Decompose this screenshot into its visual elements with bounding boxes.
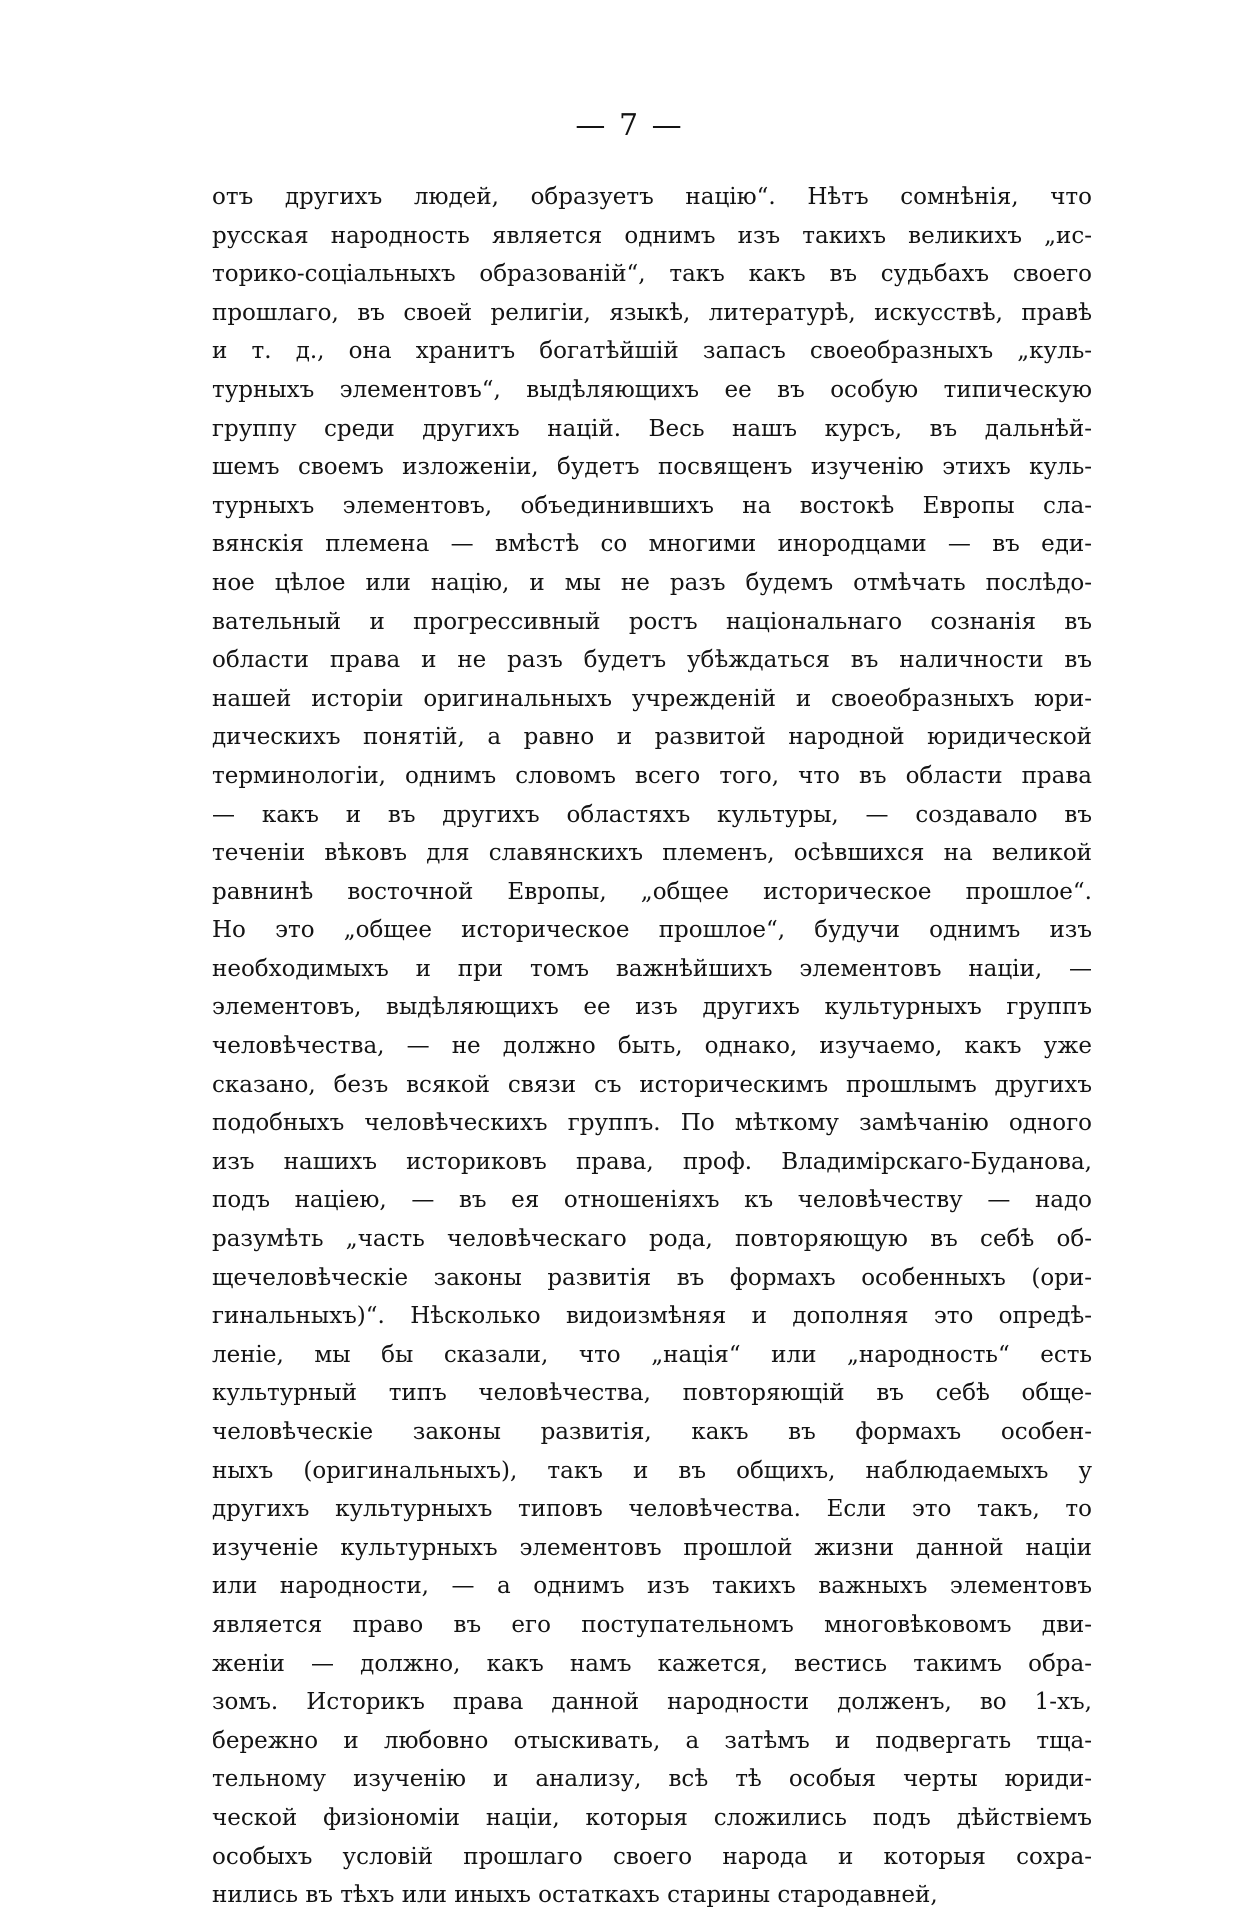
text-line: турныхъ элементовъ“, выдѣляющихъ ее въ особую типическую xyxy=(212,376,1092,403)
text-line: ныхъ (оригинальныхъ), такъ и въ общихъ, наблюдаемыхъ у xyxy=(212,1457,1092,1484)
text-line: области права и не разъ будетъ убѣждаться въ наличности въ xyxy=(212,647,1092,674)
text-line: ное цѣлое или націю, и мы не разъ будемъ отмѣчать послѣдо- xyxy=(212,569,1092,596)
text-line: русская народность является однимъ изъ такихъ великихъ „ис- xyxy=(212,222,1092,249)
text-line: теченіи вѣковъ для славянскихъ племенъ, осѣвшихся на великой xyxy=(212,840,1092,867)
text-line: прошлаго, въ своей религіи, языкѣ, литературѣ, искусствѣ, правѣ xyxy=(212,299,1092,326)
text-line: разумѣть „часть человѣческаго рода, повторяющую въ себѣ об- xyxy=(212,1226,1092,1253)
text-line: леніе, мы бы сказали, что „нація“ или „народность“ есть xyxy=(212,1341,1092,1368)
text-line: вянскія племена — вмѣстѣ со многими инородцами — въ еди- xyxy=(212,531,1092,558)
text-line: — какъ и въ другихъ областяхъ культуры, — создавало въ xyxy=(212,801,1092,828)
text-line: дическихъ понятій, а равно и развитой народной юридической xyxy=(212,724,1092,751)
text-line: тельному изученію и анализу, всѣ тѣ особыя черты юриди- xyxy=(212,1766,1092,1793)
text-line: особыхъ условій прошлаго своего народа и которыя сохра- xyxy=(212,1843,1092,1870)
page-number: — 7 — xyxy=(575,108,684,143)
text-line: человѣчества, — не должно быть, однако, изучаемо, какъ уже xyxy=(212,1033,1092,1060)
text-line: нашей исторіи оригинальныхъ учрежденій и своеобразныхъ юри- xyxy=(212,685,1092,712)
text-line: является право въ его поступательномъ многовѣковомъ дви- xyxy=(212,1611,1092,1638)
text-line: необходимыхъ и при томъ важнѣйшихъ элементовъ націи, — xyxy=(212,955,1092,982)
text-line: терминологіи, однимъ словомъ всего того, что въ области права xyxy=(212,762,1092,789)
text-line: турныхъ элементовъ, объединившихъ на востокѣ Европы сла- xyxy=(212,492,1092,519)
text-line: вательный и прогрессивный ростъ національнаго сознанія въ xyxy=(212,608,1092,635)
text-line: нились въ тѣхъ или иныхъ остаткахъ старины стародавней, xyxy=(212,1882,938,1909)
text-line: шемъ своемъ изложеніи, будетъ посвященъ изученію этихъ куль- xyxy=(212,454,1092,481)
text-line: культурный типъ человѣчества, повторяющій въ себѣ обще- xyxy=(212,1380,1092,1407)
text-line: женіи — должно, какъ намъ кажется, вестись такимъ обра- xyxy=(212,1650,1092,1677)
body-text xyxy=(212,178,1092,1915)
text-line: изученіе культурныхъ элементовъ прошлой жизни данной націи xyxy=(212,1534,1092,1561)
text-line: человѣческіе законы развитія, какъ въ формахъ особен- xyxy=(212,1419,1092,1445)
text-line: торико-соціальныхъ образованій“, такъ какъ въ судьбахъ своего xyxy=(212,261,1092,288)
text-line: отъ другихъ людей, образуетъ націю“. Нѣтъ сомнѣнія, что xyxy=(212,184,1092,210)
text-line: Но это „общее историческое прошлое“, будучи однимъ изъ xyxy=(212,917,1092,944)
text-line: другихъ культурныхъ типовъ человѣчества. Если это такъ, то xyxy=(212,1496,1092,1523)
text-line: подъ націею, — въ ея отношеніяхъ къ человѣчеству — надо xyxy=(212,1187,1092,1214)
text-line: ческой физіономіи націи, которыя сложились подъ дѣйствіемъ xyxy=(212,1804,1092,1831)
text-line: и т. д., она хранитъ богатѣйшій запасъ своеобразныхъ „куль- xyxy=(212,338,1092,365)
text-line: элементовъ, выдѣляющихъ ее изъ другихъ культурныхъ группъ xyxy=(212,994,1092,1021)
text-line: сказано, безъ всякой связи съ историческимъ прошлымъ другихъ xyxy=(212,1071,1092,1098)
text-line: изъ нашихъ историковъ права, проф. Владимірскаго-Буданова, xyxy=(212,1148,1092,1175)
text-line: группу среди другихъ націй. Весь нашъ курсъ, въ дальнѣй- xyxy=(212,415,1092,442)
text-line: равнинѣ восточной Европы, „общее историческое прошлое“. xyxy=(212,878,1092,905)
text-line: гинальныхъ)“. Нѣсколько видоизмѣняя и дополняя это опредѣ- xyxy=(212,1303,1092,1330)
text-line: подобныхъ человѣческихъ группъ. По мѣткому замѣчанію одного xyxy=(212,1110,1092,1137)
text-line: бережно и любовно отыскивать, а затѣмъ и подвергать тща- xyxy=(212,1727,1092,1754)
text-line: щечеловѣческіе законы развитія въ формахъ особенныхъ (ори- xyxy=(212,1264,1092,1291)
text-line: зомъ. Историкъ права данной народности долженъ, во 1-хъ, xyxy=(212,1689,1092,1716)
text-line: или народности, — а однимъ изъ такихъ важныхъ элементовъ xyxy=(212,1573,1092,1600)
